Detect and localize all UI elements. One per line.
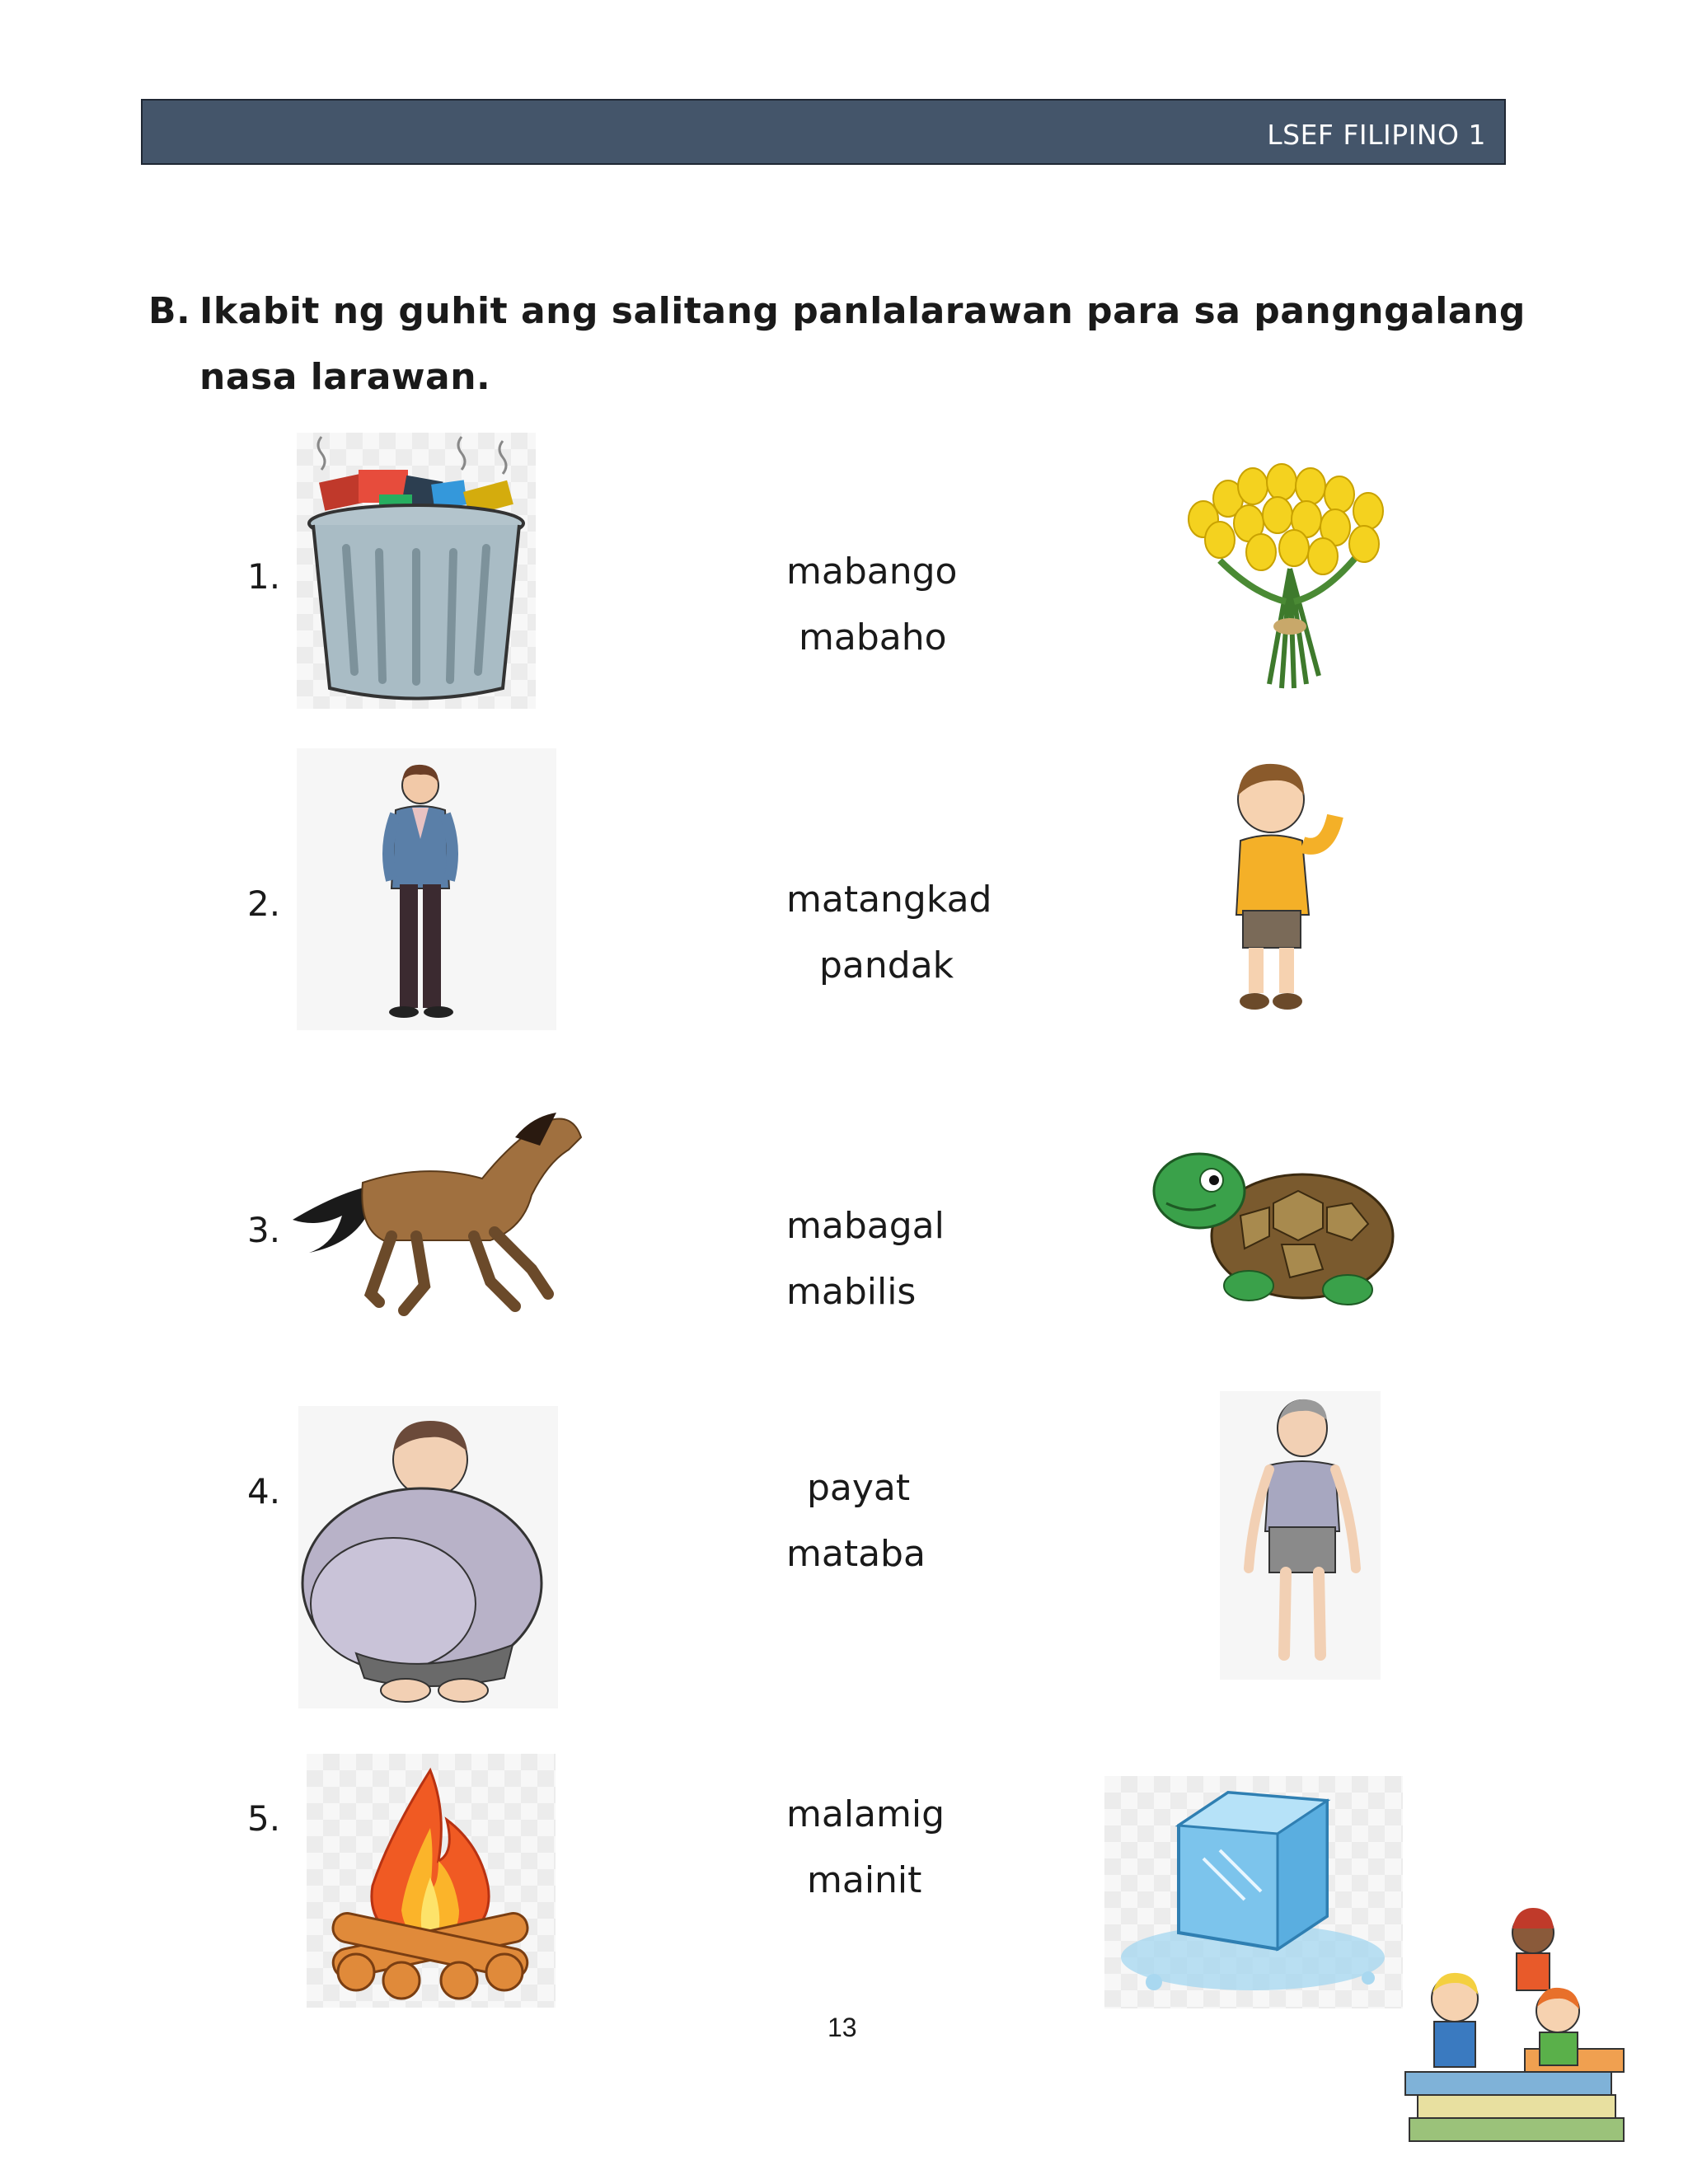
- item-number-5: 5.: [247, 1798, 281, 1839]
- children-on-books-icon: [1401, 1896, 1632, 2168]
- word-option[interactable]: malamig: [786, 1793, 945, 1835]
- word-option[interactable]: mabilis: [786, 1271, 917, 1313]
- thin-man-icon[interactable]: [1220, 1391, 1381, 1680]
- page-number: 13: [828, 2013, 857, 2042]
- trash-can-icon[interactable]: [297, 433, 536, 709]
- item-number-4: 4.: [247, 1471, 281, 1511]
- word-option[interactable]: mabagal: [786, 1205, 945, 1247]
- item-number-3: 3.: [247, 1210, 281, 1250]
- word-option[interactable]: mabaho: [799, 616, 947, 658]
- word-option[interactable]: mabango: [786, 551, 958, 593]
- header-bar: [141, 99, 1506, 165]
- tall-man-icon[interactable]: [297, 748, 556, 1030]
- word-option[interactable]: mataba: [786, 1533, 926, 1575]
- instruction-line-1: Ikabit ng guhit ang salitang panlalarawan para sa pangngalang: [199, 290, 1526, 332]
- instruction-line-2: nasa larawan.: [199, 356, 491, 398]
- header-title: LSEF FILIPINO 1: [1267, 119, 1486, 151]
- word-option[interactable]: matangkad: [786, 879, 992, 921]
- campfire-icon[interactable]: [307, 1754, 556, 2008]
- section-letter: B.: [148, 290, 191, 332]
- item-number-1: 1.: [247, 556, 281, 597]
- word-option[interactable]: pandak: [819, 944, 954, 987]
- turtle-icon[interactable]: [1150, 1146, 1405, 1310]
- tulip-bouquet-icon[interactable]: [1170, 462, 1409, 692]
- word-option[interactable]: payat: [807, 1467, 911, 1509]
- small-boy-icon[interactable]: [1203, 754, 1368, 1026]
- word-option[interactable]: mainit: [807, 1859, 922, 1901]
- item-number-2: 2.: [247, 883, 281, 924]
- ice-cube-icon[interactable]: [1104, 1776, 1403, 2008]
- horse-icon[interactable]: [284, 1104, 598, 1323]
- fat-man-icon[interactable]: [298, 1406, 558, 1708]
